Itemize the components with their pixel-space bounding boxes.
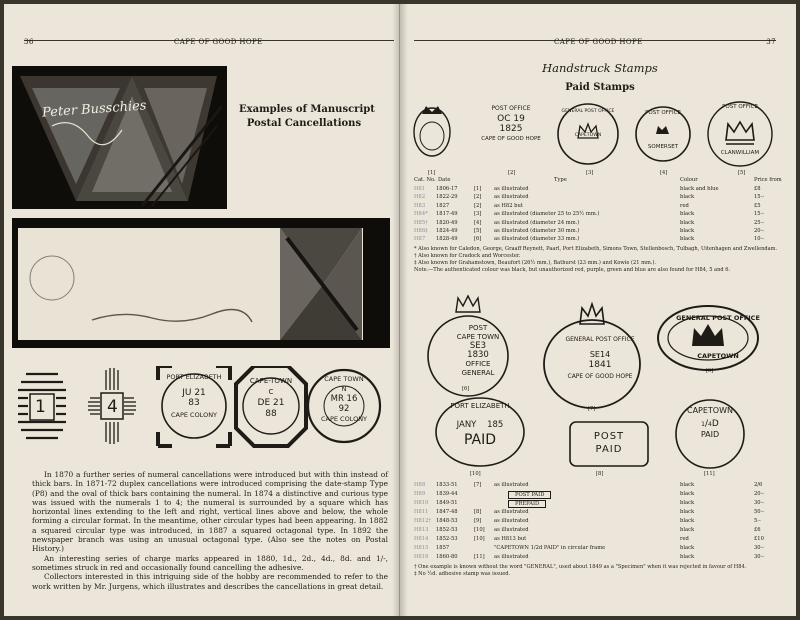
mark-2-date: OC 19 [497,114,525,124]
table-row [414,228,780,236]
mark-6-town: CAPE TOWN [456,333,500,341]
mark-label-1: [1] [428,170,436,176]
table-row [414,482,780,490]
caption-line-1: Examples of Manuscript [239,104,375,115]
table-row [414,491,780,499]
cell-cat: H86‡ [414,228,428,234]
cell-colour: black [680,236,695,243]
mark-11-line1: CAPETOWN [686,406,733,415]
cell-price: £6 [754,527,761,533]
mark-3-line2: CAPETOWN [574,133,602,138]
cell-colour: black [680,482,695,488]
header-colour: Colour [680,177,698,183]
header-cat: Cat. No. [414,177,436,183]
table-row [414,536,780,544]
cell-type: as illustrated [494,509,529,515]
cell-date: 1822-29 [436,194,458,201]
mark-10-bottom: PAID [463,432,497,448]
cell-price: £8 [754,186,761,192]
right-page: CAPE OF GOOD HOPE 37 Handstruck Stamps Paid Stamps POST OFFICE OC 19 1825 CAPE OF GOOD HOPE GENERAL POST OFFICE CAPETOWN POST OFFICE SOMERSET POST OFFICE CLANWILLIAM [1] [2] [3] [4] [5] Cat. No. Date Type Colour Price from H81 1806-17 [1] as illustrated black and blue £8 H82 1822-29 [2] as illustrated black 15·- H83 1827 [2] as H82 but red £5 H84* 1817-49 [3] as illustrated (diameter 25 to 25½ mm.) black 15·- H85† 1820-49 [4] as illustrated (diameter 24 mm.) black 25·- H86‡ 1824-49 [5] as illustrated (diameter 30 mm.) black 20·- H87 1828-49 [6] as illustrated (diameter 33 mm.) black 10·- * Also known for Caledon, George, Graaff Reynett, Paarl, Port Elizabeth, Simons Town, Stellenbosch, Tulbagh, Uitenhagen and Zwellendam. † Also known for Cradock and Worcester. ‡ Also known for Grahamstown, Beaufort (26½ mm.), Bathurst (23 mm.) and Kowie (21 mm.). Note.—The authenticated colour was black, but unauthorized red, purple, green and blue are also found for H84, 5 and 6. POST CAPE TOWN SE3 1830 OFFICE GENERAL GENERAL POST OFFICE SE14 1841 CAPE OF GOOD HOPE GENERAL POST OFFICE CAPETOWN [6] [7] [9] PORT ELIZABETH JANY 185 PAID POST PAID CAPETOWN 1/4D PAID [10] [8] [11] H88 1833-51 [7] as illustrated black 2/6 H89 1839-44 POST PAID black 20·- H810 1849-51 PREPAID black 30·- H811 1847-48 [8] as illustrated black 50·- H812† 1848-53 [9] as illustrated black 5·- H813 1852-53 [10] as illustrated black £6 H814 1852-53 [10] as H813 but red £10 H815 1857 "CAPETOWN 1/2d PAID" in circular frame black 30·- H816 1860-80 [11] as illustrated black 30·- † One example is known without the word "GENERAL", used about 1849 as a "Specimen" when it was rejected in favour of H84. ‡ No ½d. adhesive stamp was issued. [400,4,796,616]
cover-piece-image [12,218,390,348]
cell-date: 1839-44 [436,491,458,497]
cell-ref: [11] [474,554,485,560]
pe-bottom: CAPE COLONY [170,411,218,419]
cell-date: 1849-51 [436,500,458,506]
note-1-d: Note.—The authenticated colour was black, but unauthorized red, purple, green and blue are also found for H84, 5 and 6. [414,267,731,273]
pe-top: PORT ELIZABETH [166,373,222,381]
cell-date: 1806-17 [436,186,458,192]
mark-label-7: [7] [588,406,596,412]
cell-price: 50·- [754,509,765,515]
ct-round-year: 92 [338,404,350,414]
right-running-title: CAPE OF GOOD HOPE [554,38,643,46]
cell-ref: [10] [474,527,485,533]
cell-type: as H82 but [494,202,523,209]
mark-7-year: 1841 [588,360,612,370]
left-running-head [24,38,394,46]
cell-ref: [1] [474,186,482,192]
subsection-title: Paid Stamps [565,82,635,93]
cell-cat: H81 [414,186,426,192]
table-row [414,545,780,553]
cancel-number-4: 4 [107,397,118,417]
manuscript-stamp-pair-2 [12,218,390,348]
ct-round-letter: N [341,385,347,393]
cell-type: as illustrated [494,186,529,192]
cell-cat: H814 [414,536,429,542]
right-running-head [414,38,776,46]
caption-line-2: Postal Cancellations [246,118,362,129]
mark-4-line2: SOMERSET [647,144,679,150]
mark-label-2: [2] [508,170,516,176]
table-row [414,527,780,535]
cell-ref: [9] [474,518,482,524]
cell-ref: [8] [474,509,482,515]
table-1-header [414,177,780,185]
cell-type: as H813 but [494,536,527,542]
cell-date: 1848-53 [436,518,458,524]
header-date: Date [438,177,451,183]
ct-oct-year: 88 [265,409,277,419]
mark-9-line1: GENERAL POST OFFICE [676,314,760,322]
mark-9-line2: CAPETOWN [697,352,739,360]
table-row [414,211,780,219]
mark-4-line1: POST OFFICE [645,110,681,116]
mark-label-11: [11] [704,471,715,477]
left-running-title: CAPE OF GOOD HOPE [174,38,263,46]
table-row [414,236,780,244]
cell-price: 20·- [754,228,765,234]
cell-price: 20·- [754,491,765,497]
cell-price: £10 [754,536,764,542]
cell-colour: black [680,228,695,234]
mark-2-line2: CAPE OF GOOD HOPE [481,136,541,142]
triangular-stamps-image [12,66,227,209]
cell-colour: black [680,211,695,218]
table-row [414,500,780,508]
ct-round-bottom: CAPE COLONY [320,415,368,423]
mark-2-line1: POST OFFICE [491,105,531,112]
ct-round-top: CAPE TOWN [324,375,364,383]
ct-oct-top: CAPE-TOWN [249,377,293,385]
cell-date: 1817-49 [436,211,458,218]
cell-price: 5·- [754,518,761,524]
mark-label-5: [5] [738,170,746,176]
table-row [414,509,780,517]
pe-year: 83 [188,398,200,408]
mark-3-line1: GENERAL POST OFFICE [561,109,615,114]
cell-type: as illustrated (diameter 30 mm.) [494,228,580,234]
header-type: Type [554,177,567,183]
mark-11-bottom: PAID [700,430,720,439]
mark-6-bottom: GENERAL [461,369,495,377]
mark-6-line2: OFFICE [465,360,491,368]
cell-date: 1827 [436,202,450,209]
mark-label-4: [4] [660,170,668,176]
mark-7-date: SE14 [589,350,611,359]
mark-label-3: [3] [586,170,594,176]
mark-11-unit: D [711,419,719,429]
mark-5-line2: CLANWILLIAM [720,150,760,156]
mark-6-year: 1830 [467,350,489,360]
cell-date: 1852-53 [436,527,458,533]
mark-2-year: 1825 [499,124,523,134]
cell-date: 1824-49 [436,228,458,234]
cell-price: 30·- [754,545,765,551]
cell-type: as illustrated (diameter 24 mm.) [494,219,580,226]
notes-2 [414,564,780,578]
cell-colour: red [680,536,689,542]
mark-8-line2: PAID [595,444,623,455]
cell-ref: [2] [474,194,482,201]
cell-date: 1860-80 [436,554,458,560]
cell-date: 1828-49 [436,236,458,243]
note-1-a: * Also known for Caledon, George, Graaff Reynett, Paarl, Port Elizabeth, Simons Town, Stellenbosch, Tulbagh, Uitenhagen and Zwellendam. [414,246,778,252]
cell-cat: H82 [414,194,426,201]
mark-11-den: 4 [708,421,712,428]
cell-date: 1847-48 [436,509,458,515]
paragraph-2: An interesting series of charge marks appeared in 1880, 1d., 2d., 4d., 8d. and 1/-, sometimes struck in red and occasionally found cancelling the adhesive. [32,553,388,572]
cell-cat: H811 [414,509,429,515]
cell-colour: black [680,554,695,560]
cell-price: 15·- [754,211,765,218]
cancel-number-1: 1 [35,397,46,417]
cell-date: 1857 [436,545,450,551]
cell-type: as illustrated [494,482,529,488]
cell-price: 30·- [754,500,765,506]
cell-date: 1820-49 [436,219,458,226]
cell-cat: H83 [414,202,426,209]
cell-ref: [3] [474,211,482,218]
cell-colour: black [680,545,695,551]
cell-price: 10·- [754,236,765,243]
paragraph-1: In 1870 a further series of numeral cancellations were introduced but with thin instead of thick bars. In 1871-72 duplex cancellations were introduced comprising the date-stamp Type (P8) and the oval of thick bars containing the numeral. In 1874 a distinctive and curious type was issued with the numerals 1 to 4; the numeral is surrounded by a square which has horizontal lines extending to the left and right, vertical lines above and below, the whole forming a circular format. In the meantime, other circular types had been appearing. In 1882 a squared circular type was introduced, in 1887 a squared octagonal type. In 1892 the newspaper branch was using an unusual octagonal type. (Also see the notes on Postal History.) [32,470,388,554]
manuscript-note: Peter Busschies [41,98,147,121]
cell-colour: black [680,491,695,497]
cell-type: POST PAID [508,491,551,499]
header-price: Price from [754,177,782,183]
cell-colour: red [680,202,689,209]
left-folio: 36 [24,38,34,46]
mark-10-line1: PORT ELIZABETH [450,402,510,410]
cell-colour: black [680,500,695,506]
mark-label-10: [10] [470,471,481,477]
cell-cat: H815 [414,545,429,551]
cell-ref: [2] [474,202,482,209]
cell-colour: black [680,219,695,226]
paragraph-3: Collectors interested in this intriguing side of the hobby are recommended to refer to the work written by Mr. Jurgens, which illustrates and describes the cancellations in great detail. [32,572,388,591]
cell-type: PREPAID [508,500,546,508]
cell-colour: black [680,527,695,533]
note-1-c: ‡ Also known for Grahamstown, Beaufort (26½ mm.), Bathurst (23 mm.) and Kowie (21 mm.). [414,260,657,266]
cell-ref: [6] [474,236,482,243]
pe-date: JU 21 [182,388,206,398]
table-row [414,203,780,211]
cell-cat: H816 [414,554,429,560]
cell-cat: H89 [414,491,426,497]
cell-date: 1833-51 [436,482,458,488]
table-row [414,220,780,228]
cell-type: as illustrated [494,527,529,533]
note-2-a: † One example is known without the word "GENERAL", used about 1849 as a "Specimen" when it was rejected in favour of H84. [414,564,747,570]
cell-ref: [5] [474,228,482,234]
book-spread [4,4,796,616]
manuscript-stamp-pair-1 [12,66,227,209]
manuscript-caption [239,103,375,131]
cell-colour: black [680,194,695,201]
mark-6-line1: POST [468,324,488,332]
mark-7-line1: GENERAL POST OFFICE [565,336,635,343]
ct-oct-letter: C [268,388,274,396]
notes-1 [414,246,780,274]
mark-1-crown-oval [414,106,450,156]
table-row [414,186,780,194]
cell-ref: [7] [474,482,482,488]
mark-5-line1: POST OFFICE [722,104,758,110]
left-body-text [32,470,388,591]
cell-cat: H813 [414,527,429,533]
table-row [414,518,780,526]
mark-11-num: 1 [701,421,705,428]
note-1-b: † Also known for Cradock and Worcester. [414,253,521,259]
mark-label-9: [9] [706,368,714,374]
cell-type: "CAPETOWN 1/2d PAID" in circular frame [494,545,606,551]
cell-cat: H85† [414,219,428,226]
cell-type: as illustrated [494,518,529,524]
cell-cat: H87 [414,236,426,243]
mark-7-bottom: CAPE OF GOOD HOPE [567,373,633,380]
mark-10-date: JANY [456,420,477,430]
cell-cat: H812† [414,518,432,524]
table-row [414,194,780,202]
mark-10-year: 185 [487,420,504,430]
cell-price: 2/6 [754,482,763,488]
cell-type: as illustrated [494,194,529,201]
right-folio: 37 [766,38,776,46]
cell-colour: black [680,518,695,524]
cell-colour: black [680,509,695,515]
cell-ref: [10] [474,536,485,542]
cell-type: as illustrated [494,554,529,560]
left-page [4,4,400,616]
ct-oct-date: DE 21 [257,398,285,408]
cell-cat: H88 [414,482,426,488]
cell-cat: H810 [414,500,429,506]
cell-colour: black and blue [680,186,719,192]
mark-label-8: [8] [596,471,604,477]
cell-date: 1852-53 [436,536,458,542]
ct-round-date: MR 16 [330,394,358,404]
cell-type: as illustrated (diameter 33 mm.) [494,236,580,243]
section-title: Handstruck Stamps [542,61,658,75]
cell-price: 30·- [754,554,765,560]
cell-price: 15·- [754,194,765,201]
cell-price: £5 [754,202,761,209]
table-row [414,554,780,562]
cell-ref: [4] [474,219,482,226]
mark-label-6: [6] [462,386,470,392]
cell-type: as illustrated (diameter 25 to 25½ mm.) [494,211,600,218]
cell-price: 25·- [754,219,765,226]
note-2-b: ‡ No ½d. adhesive stamp was issued. [414,571,511,577]
mark-6-date: SE3 [469,341,487,351]
mark-8-line1: POST [593,431,625,442]
cell-cat: H84* [414,211,428,218]
